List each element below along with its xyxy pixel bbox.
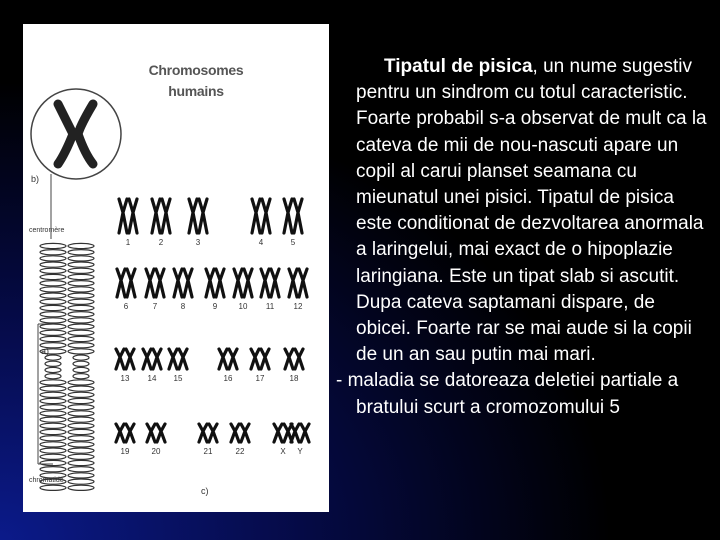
chromosome-pair-14	[143, 349, 161, 383]
chromosome-pair-12	[289, 269, 307, 311]
label-a: a)	[41, 346, 50, 356]
title-bold: Tipatul de pisica	[384, 56, 533, 77]
chromosome-number: 3	[195, 238, 201, 247]
chromosome-pair-5	[284, 199, 302, 247]
label-centromere: centromère	[29, 227, 65, 234]
karyotype-figure	[23, 24, 329, 512]
chromosome-number: 12	[293, 302, 303, 311]
description-paragraph	[336, 54, 711, 368]
chromosome-pair-9	[206, 269, 224, 311]
chromosome-pair-6	[117, 269, 135, 311]
chromosome-number: 1	[125, 238, 131, 247]
chromosome-number: 6	[123, 302, 129, 311]
chromosome-number: 11	[265, 302, 275, 311]
chromosome-pair-19	[116, 424, 134, 456]
chromosome-number: 21	[203, 447, 213, 456]
label-c: c)	[201, 486, 209, 496]
chromosome-number: 2	[158, 238, 164, 247]
chromosome-pair-7	[146, 269, 164, 311]
chromosome-number: 19	[120, 447, 130, 456]
chromosome-number: 5	[290, 238, 296, 247]
figure-title-line1: Chromosomes	[148, 62, 244, 78]
chromosome-detail	[58, 104, 93, 164]
label-chromatide: chromatide	[29, 477, 64, 484]
coiled-chromosome	[40, 243, 94, 490]
chromosome-number: 20	[151, 447, 161, 456]
chromosome-pair-16	[219, 349, 237, 383]
figure-title-line2: humains	[168, 83, 224, 99]
chromosome-pair-4	[252, 199, 270, 247]
chromosome-pair-18	[285, 349, 303, 383]
chromosome-number: 13	[120, 374, 130, 383]
chromosome-number: 14	[147, 374, 157, 383]
bullet-deletion: - maladia se datoreaza deletiei partiale a bratului scurt a cromozomului 5	[336, 370, 679, 418]
chromosome-number: 16	[223, 374, 233, 383]
chromosome-pair-15	[169, 349, 187, 383]
chromosome-number: 15	[173, 374, 183, 383]
chromosome-number: X	[280, 447, 286, 456]
chromosome-number: Y	[297, 447, 303, 456]
chromosome-pair-2	[152, 199, 170, 247]
chromosome-pair-22	[231, 424, 249, 456]
chromosome-number: 17	[255, 374, 265, 383]
slide-text	[336, 54, 711, 421]
chromosome-number: 22	[235, 447, 245, 456]
chromosome-pair-3	[189, 199, 207, 247]
chromosome-pair-13	[116, 349, 134, 383]
chromosome-pair-10	[234, 269, 252, 311]
label-b: b)	[31, 174, 40, 184]
chromosome-number: 18	[289, 374, 299, 383]
chromosome-number: 8	[180, 302, 186, 311]
chromosome-number: 4	[258, 238, 264, 247]
chromosome-pair-21	[199, 424, 217, 456]
chromosome-pair-1	[119, 199, 137, 247]
figure-title	[141, 60, 251, 102]
chromosome-number: 10	[238, 302, 248, 311]
chromosome-number: 9	[212, 302, 218, 311]
chromosome-pair-Y	[291, 424, 309, 456]
karyotype-chromosomes	[116, 199, 309, 456]
chromosome-pair-17	[251, 349, 269, 383]
chromosome-pair-8	[174, 269, 192, 311]
chromosome-pair-11	[261, 269, 279, 311]
chromosome-pair-20	[147, 424, 165, 456]
chromosome-pair-X	[274, 424, 292, 456]
chromosome-number: 7	[152, 302, 158, 311]
paragraph-rest: , un nume sugestiv pentru un sindrom cu totul caracteristic. Foarte probabil s-a observat de mult ca la cateva de mii de nou-nascuti apare un copil al carui planset seamana cu mieunatul unei pisici. Tipatul de pisica este conditionat de dezvoltarea anormala a laringelui, mai exact de o hipoplazie laringiana. Este un tipat slab si ascutit. Dupa cateva saptamani dispare, de obicei. Foarte rar se mai aude si la copii de un an sau putin mai mari.	[356, 56, 707, 366]
